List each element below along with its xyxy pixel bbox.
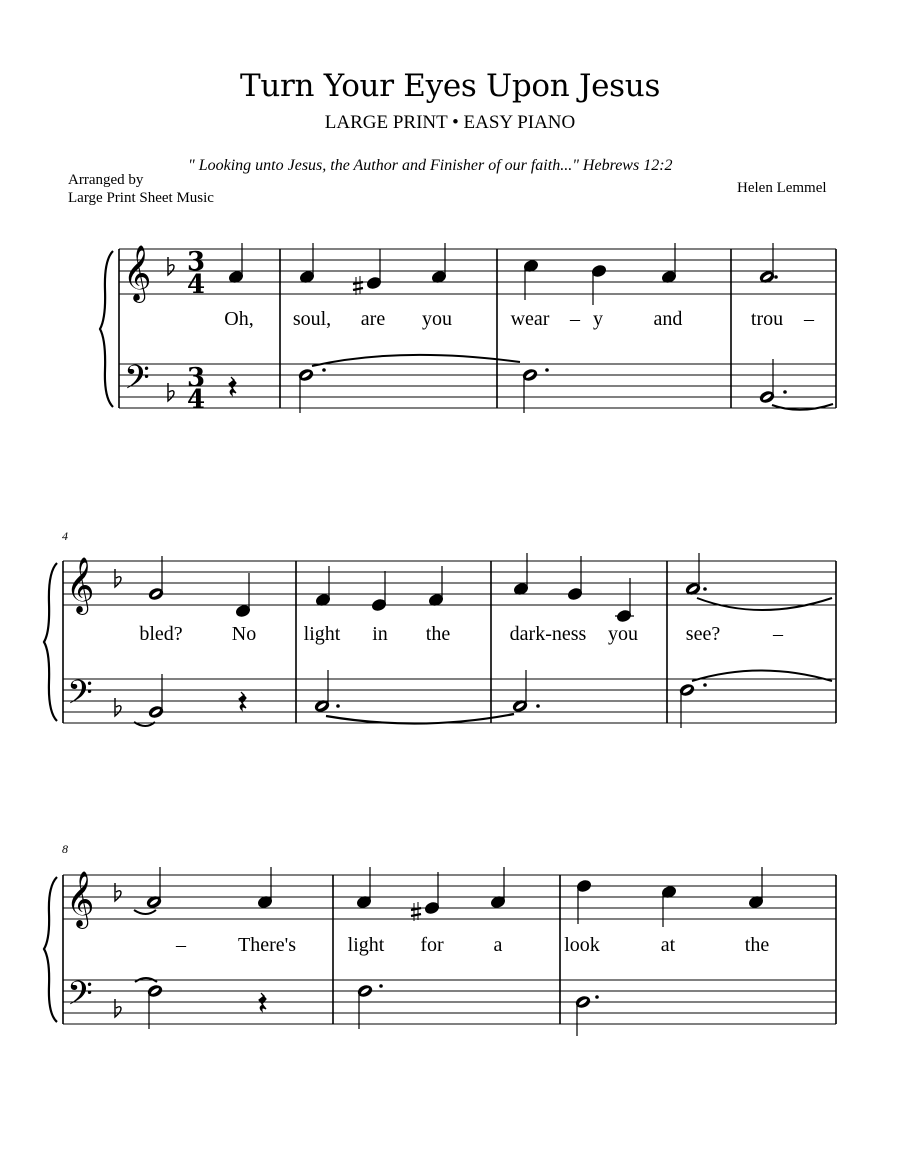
lyric-syllable: are	[360, 308, 386, 330]
lyric-syllable: trou	[750, 308, 784, 330]
lyric-syllable: light	[303, 623, 341, 645]
svg-text:3: 3	[186, 363, 206, 393]
lyric-hyphen: –	[176, 934, 186, 956]
svg-text:3: 3	[186, 247, 206, 277]
lyric-syllable: look	[564, 934, 600, 956]
svg-text:4: 4	[186, 385, 206, 415]
svg-text:𝄢: 𝄢	[124, 359, 150, 405]
song-subtitle: LARGE PRINT • EASY PIANO	[324, 112, 576, 133]
lyric-syllable: at	[660, 934, 676, 956]
lyric-syllable: for	[420, 934, 444, 956]
measure-number-system-3: 8	[62, 842, 68, 856]
lyric-syllable: dark-ness	[509, 623, 587, 645]
svg-text:𝄞: 𝄞	[66, 557, 95, 613]
scripture-quote: " Looking unto Jesus, the Author and Finisher of our faith..." Hebrews 12:2	[188, 157, 673, 174]
lyric-hyphen: –	[804, 308, 814, 330]
lyric-syllable: in	[372, 623, 388, 645]
lyric-syllable: and	[653, 308, 683, 330]
lyric-syllable: bled?	[139, 623, 183, 645]
lyric-syllable: the	[425, 623, 451, 645]
arranger-label: Arranged by	[68, 172, 144, 188]
svg-text:𝄞: 𝄞	[123, 245, 152, 301]
svg-text:𝄞: 𝄞	[66, 871, 95, 927]
lyric-syllable: you	[422, 308, 452, 330]
svg-text:𝄢: 𝄢	[67, 674, 93, 720]
lyric-syllable: No	[231, 623, 257, 645]
lyric-syllable: There's	[237, 934, 297, 956]
svg-text:4: 4	[186, 270, 206, 300]
system-1	[100, 243, 836, 415]
song-title: Turn Your Eyes Upon Jesus	[239, 68, 661, 104]
svg-text:𝄢: 𝄢	[67, 975, 93, 1021]
lyric-syllable: light	[347, 934, 385, 956]
lyric-hyphen: –	[570, 308, 580, 330]
arranger-name: Large Print Sheet Music	[68, 190, 214, 206]
lyric-syllable: Oh,	[224, 308, 254, 330]
lyric-syllable: the	[744, 934, 770, 956]
lyric-syllable: see?	[685, 623, 721, 645]
lyric-syllable: a	[493, 934, 503, 956]
composer-credit: Helen Lemmel	[737, 180, 827, 196]
lyric-syllable: you	[608, 623, 638, 645]
lyric-syllable: soul,	[292, 308, 332, 330]
measure-number-system-2: 4	[62, 529, 68, 543]
lyric-syllable: y	[593, 308, 603, 330]
lyric-syllable: wear	[510, 308, 550, 330]
lyric-hyphen: –	[773, 623, 783, 645]
